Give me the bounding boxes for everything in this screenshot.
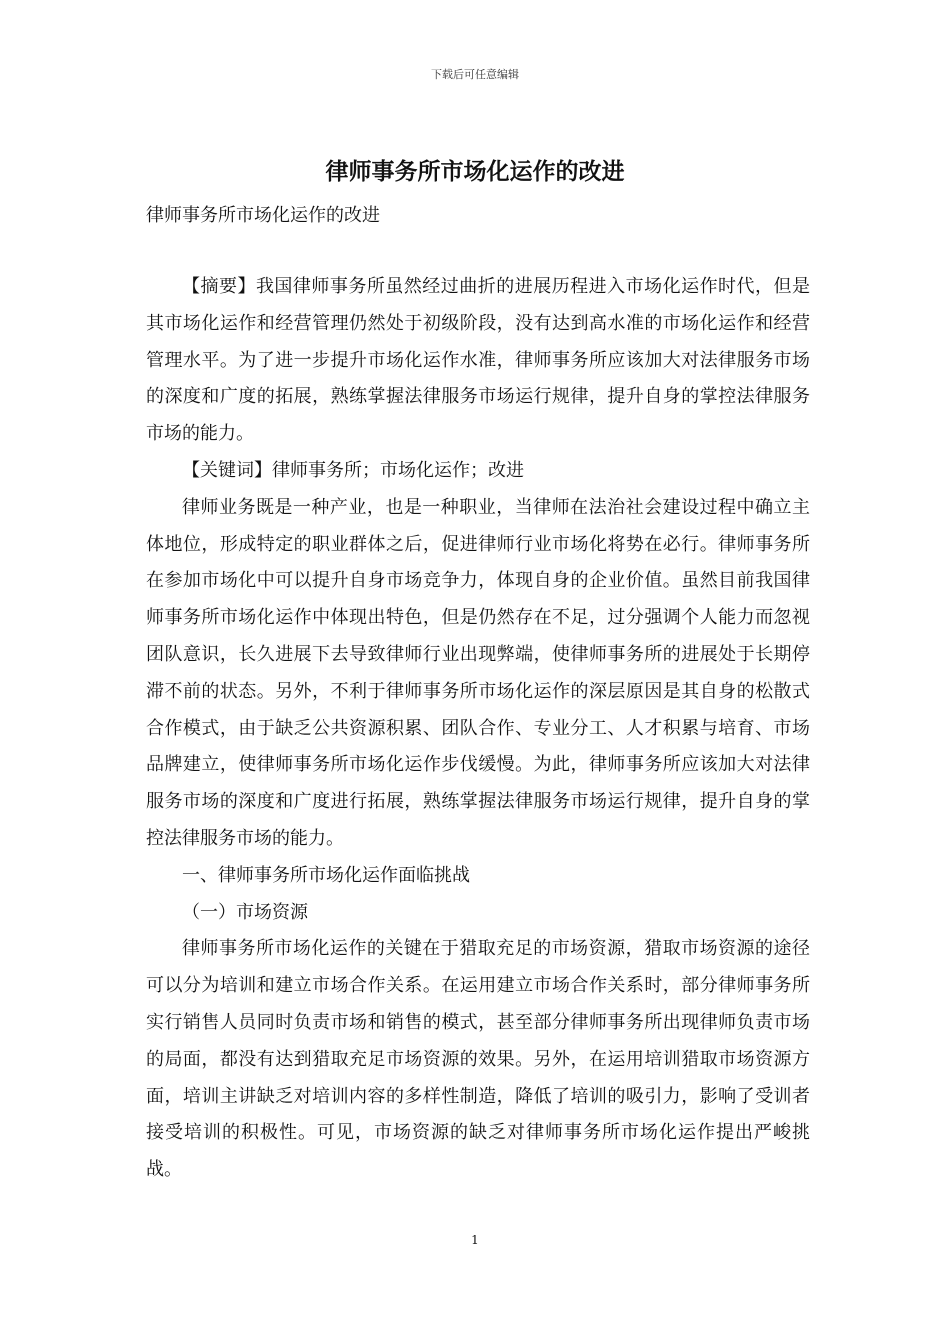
subsection-heading: （一）市场资源 xyxy=(182,901,308,923)
document-title: 律师事务所市场化运作的改进 xyxy=(325,159,625,185)
document-body xyxy=(146,269,810,1189)
document-subtitle: 律师事务所市场化运作的改进 xyxy=(146,205,380,226)
keywords-paragraph: 【关键词】律师事务所；市场化运作；改进 xyxy=(182,459,524,481)
intro-paragraph: 律师业务既是一种产业，也是一种职业，当律师在法治社会建设过程中确立主体地位，形成特定的职业群体之后，促进律师行业市场化将势在必行。律师事务所在参加市场化中可以提升自身市场竞争力，体现自身的企业价值。虽然目前我国律师事务所市场化运作中体现出特色，但是仍然存在不足，过分强调个人能力而忽视团队意识，长久进展下去导致律师行业出现弊端，使律师事务所的进展处于长期停滞不前的状态。另外，不利于律师事务所市场化运作的深层原因是其自身的松散式合作模式，由于缺乏公共资源积累、团队合作、专业分工、人才积累与培育、市场品牌建立，使律师事务所市场化运作步伐缓慢。为此，律师事务所应该加大对法律服务市场的深度和广度进行拓展，熟练掌握法律服务市场运行规律，提升自身的掌控法律服务市场的能力。 xyxy=(146,496,810,849)
section-heading: 一、律师事务所市场化运作面临挑战 xyxy=(182,864,470,886)
page-header: 下载后可任意编辑 xyxy=(431,68,519,81)
abstract-paragraph: 【摘要】我国律师事务所虽然经过曲折的进展历程进入市场化运作时代，但是其市场化运作和经营管理仍然处于初级阶段，没有达到高水准的市场化运作和经营管理水平。为了进一步提升市场化运作水准，律师事务所应该加大对法律服务市场的深度和广度的拓展，熟练掌握法律服务市场运行规律，提升自身的掌控法律服务市场的能力。 xyxy=(146,276,810,445)
page-number: 1 xyxy=(471,1233,479,1247)
body-paragraph: 律师事务所市场化运作的关键在于猎取充足的市场资源，猎取市场资源的途径可以分为培训和建立市场合作关系。在运用建立市场合作关系时，部分律师事务所实行销售人员同时负责市场和销售的模式，甚至部分律师事务所出现律师负责市场的局面，都没有达到猎取充足市场资源的效果。另外，在运用培训猎取市场资源方面，培训主讲缺乏对培训内容的多样性制造，降低了培训的吸引力，影响了受训者接受培训的积极性。可见，市场资源的缺乏对律师事务所市场化运作提出严峻挑战。 xyxy=(146,938,810,1181)
